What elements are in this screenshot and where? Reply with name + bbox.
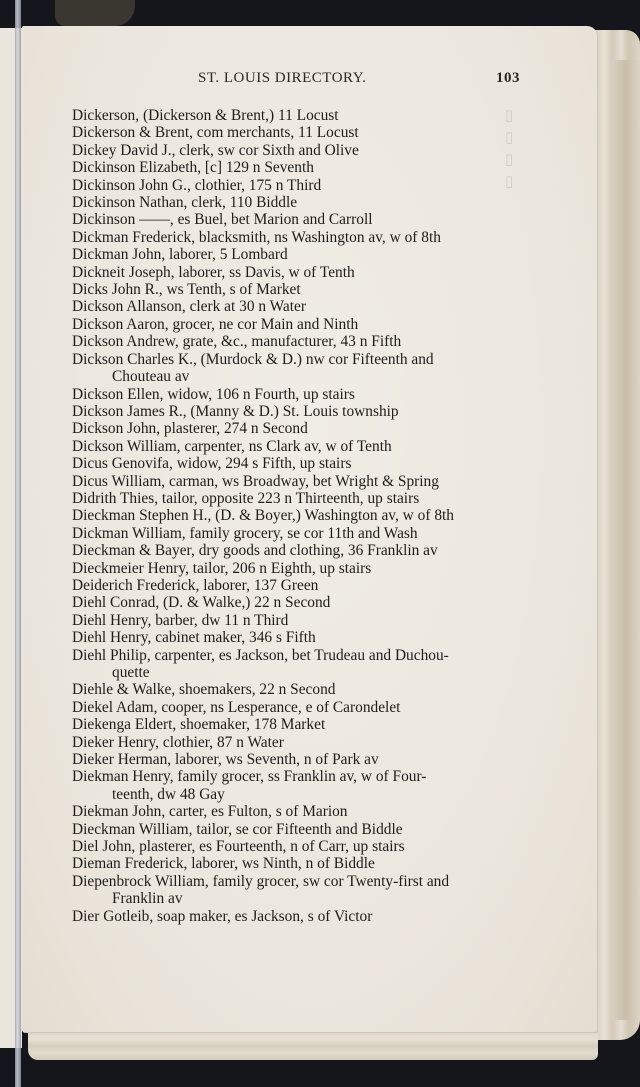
entry-text: Deiderich Frederick, laborer, 137 Green <box>72 576 319 594</box>
entry-text: Dickson John, plasterer, 274 n Second <box>72 420 308 438</box>
entry-text: Dieker Henry, clothier, 87 n Water <box>72 733 284 751</box>
entry-text: Dickerson, (Dickerson & Brent,) 11 Locust <box>72 107 339 124</box>
directory-entry <box>72 821 532 838</box>
directory-entry <box>72 177 532 194</box>
page-stack-right-inner <box>612 60 640 1020</box>
directory-entry <box>72 681 532 698</box>
page-number: 103 <box>496 70 520 86</box>
entry-continuation: Franklin av <box>112 890 183 908</box>
entry-text: Diehl Conrad, (D. & Walke,) 22 n Second <box>72 594 331 612</box>
entry-text: Dickey David J., clerk, sw cor Sixth and Olive <box>72 141 359 159</box>
entry-text: Dicus William, carman, ws Broadway, bet Wright & Spring <box>72 472 439 490</box>
directory-entry <box>72 768 532 803</box>
entry-text: Dickman Frederick, blacksmith, ns Washington av, w of 8th <box>72 228 441 246</box>
entry-text: Dicks John R., ws Tenth, s of Market <box>72 281 301 299</box>
directory-entry <box>72 473 532 490</box>
directory-entry <box>72 403 532 420</box>
directory-entry <box>72 142 532 159</box>
directory-entry <box>72 386 532 403</box>
directory-entries <box>72 107 532 925</box>
directory-entry <box>72 873 532 908</box>
directory-entry <box>72 438 532 455</box>
directory-entry <box>72 525 532 542</box>
entry-text: Diekman John, carter, es Fulton, s of Marion <box>72 803 348 821</box>
entry-continuation: Chouteau av <box>112 368 190 386</box>
directory-entry <box>72 612 532 629</box>
entry-text: Dickinson John G., clothier, 175 n Third <box>72 176 322 194</box>
running-title: ST. LOUIS DIRECTORY. <box>198 70 367 86</box>
directory-entry <box>72 420 532 437</box>
directory-entry <box>72 194 532 211</box>
entry-text: Dickman William, family grocery, se cor 11th and Wash <box>72 524 418 542</box>
entry-text: Diepenbrock William, family grocer, sw cor Twenty-first and <box>72 872 450 890</box>
directory-entry <box>72 107 532 124</box>
directory-entry <box>72 455 532 472</box>
entry-text: Dickerson & Brent, com merchants, 11 Locust <box>72 124 359 142</box>
directory-entry <box>72 264 532 281</box>
entry-text: Diehl Henry, barber, dw 11 n Third <box>72 611 289 629</box>
entry-text: Dickson Aaron, grocer, ne cor Main and Ninth <box>72 315 359 333</box>
directory-entry <box>72 211 532 228</box>
entry-text: Dickson William, carpenter, ns Clark av, w of Tenth <box>72 437 392 455</box>
directory-entry <box>72 246 532 263</box>
entry-text: Dieckmeier Henry, tailor, 206 n Eighth, up stairs <box>72 559 372 577</box>
entry-text: Dickson Ellen, widow, 106 n Fourth, up stairs <box>72 385 355 403</box>
directory-entry <box>72 629 532 646</box>
entry-text: Dickneit Joseph, laborer, ss Davis, w of Tenth <box>72 263 355 281</box>
entry-continuation: quette <box>112 664 150 681</box>
directory-entry <box>72 298 532 315</box>
entry-text: Dickson Andrew, grate, &c., manufacturer, 43 n Fifth <box>72 333 402 351</box>
directory-entry <box>72 716 532 733</box>
entry-text: Diehle & Walke, shoemakers, 22 n Second <box>72 681 336 699</box>
entry-text: Dieckman & Bayer, dry goods and clothing, 36 Franklin av <box>72 542 438 560</box>
page-header <box>120 70 540 90</box>
directory-entry <box>72 855 532 872</box>
directory-entry <box>72 577 532 594</box>
directory-entry <box>72 803 532 820</box>
entry-text: Dickson Allanson, clerk at 30 n Water <box>72 298 306 316</box>
directory-entry <box>72 351 532 386</box>
directory-entry <box>72 734 532 751</box>
entry-text: Diekenga Eldert, shoemaker, 178 Market <box>72 716 326 734</box>
directory-entry <box>72 316 532 333</box>
entry-text: Dickinson ——, es Buel, bet Marion and Carroll <box>72 211 373 229</box>
entry-text: Dier Gotleib, soap maker, es Jackson, s of Victor <box>72 907 373 925</box>
directory-entry <box>72 124 532 141</box>
entry-text: Diel John, plasterer, es Fourteenth, n of Carr, up stairs <box>72 838 405 856</box>
entry-text: Dieckman William, tailor, se cor Fifteenth and Biddle <box>72 820 403 838</box>
holding-rod <box>15 0 21 1087</box>
show-through-text: ▯ ▯ ▯ ▯ <box>505 108 514 190</box>
directory-entry <box>72 838 532 855</box>
directory-entry <box>72 490 532 507</box>
background-object <box>55 0 135 26</box>
directory-entry <box>72 699 532 716</box>
entry-text: Dickson James R., (Manny & D.) St. Louis township <box>72 402 399 420</box>
entry-continuation: teenth, dw 48 Gay <box>112 785 225 803</box>
directory-entry <box>72 229 532 246</box>
entry-text: Didrith Thies, tailor, opposite 223 n Thirteenth, up stairs <box>72 489 420 507</box>
directory-entry <box>72 507 532 524</box>
directory-entry <box>72 594 532 611</box>
entry-text: Dickinson Elizabeth, [c] 129 n Seventh <box>72 159 314 177</box>
entry-text: Dieker Herman, laborer, ws Seventh, n of Park av <box>72 751 379 769</box>
directory-entry <box>72 159 532 176</box>
entry-text: Dieman Frederick, laborer, ws Ninth, n of Biddle <box>72 855 375 873</box>
entry-text: Diehl Henry, cabinet maker, 346 s Fifth <box>72 629 316 647</box>
entry-text: Dickinson Nathan, clerk, 110 Biddle <box>72 194 298 212</box>
directory-entry <box>72 560 532 577</box>
directory-entry <box>72 542 532 559</box>
directory-entry <box>72 751 532 768</box>
entry-text: Dieckman Stephen H., (D. & Boyer,) Washington av, w of 8th <box>72 507 454 525</box>
entry-text: Diekel Adam, cooper, ns Lesperance, e of Carondelet <box>72 698 401 716</box>
directory-entry <box>72 647 532 682</box>
entry-text: Dickman John, laborer, 5 Lombard <box>72 246 288 264</box>
directory-entry <box>72 333 532 350</box>
directory-entry <box>72 908 532 925</box>
entry-text: Dickson Charles K., (Murdock & D.) nw cor Fifteenth and <box>72 350 434 368</box>
entry-text: Diehl Philip, carpenter, es Jackson, bet Trudeau and Duchou- <box>72 646 449 664</box>
entry-text: Diekman Henry, family grocer, ss Franklin av, w of Four- <box>72 768 427 786</box>
entry-text: Dicus Genovifa, widow, 294 s Fifth, up stairs <box>72 455 352 473</box>
directory-entry <box>72 281 532 298</box>
page-stack-bottom <box>28 1030 598 1060</box>
